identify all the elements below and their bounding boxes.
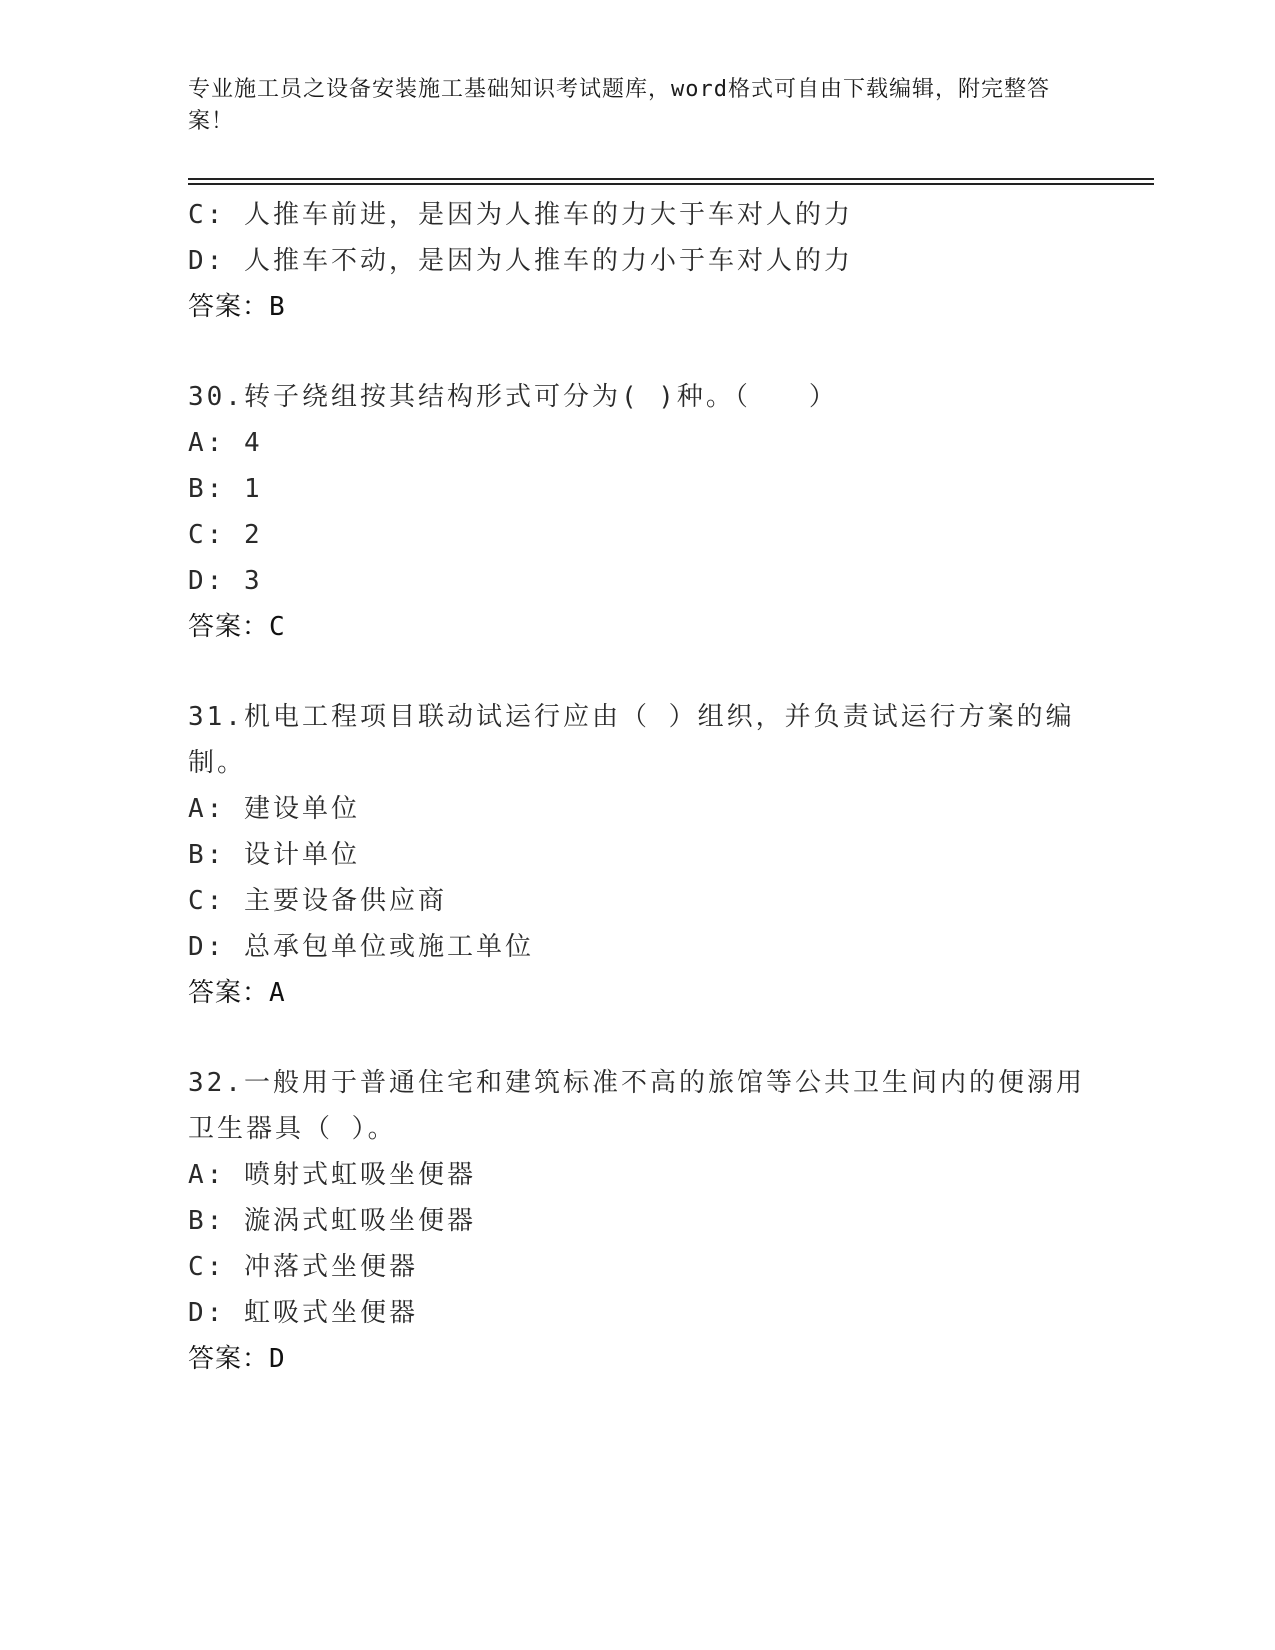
question-30 (188, 374, 1088, 650)
option-a: A: 喷射式虹吸坐便器 (188, 1160, 476, 1190)
carryover-block (188, 192, 1088, 330)
header-divider-bottom (188, 183, 1154, 185)
question-stem-line-1: 32.一般用于普通住宅和建筑标准不高的旅馆等公共卫生间内的便溺用 (188, 1068, 1085, 1098)
question-32 (188, 1060, 1088, 1382)
answer-value: D (269, 1344, 286, 1374)
answer-label: 答案： (188, 978, 270, 1008)
option-b: B: 漩涡式虹吸坐便器 (188, 1206, 476, 1236)
option-c: C: 主要设备供应商 (188, 886, 447, 916)
question-stem-line-1: 31.机电工程项目联动试运行应由（ ）组织，并负责试运行方案的编 (188, 702, 1075, 732)
answer-value: C (269, 612, 286, 642)
option-d: D: 虹吸式坐便器 (188, 1298, 418, 1328)
option-c: C: 人推车前进，是因为人推车的力大于车对人的力 (188, 200, 853, 230)
answer-line (188, 970, 1088, 1016)
option-c: C: 冲落式坐便器 (188, 1252, 418, 1282)
option-c: C: 2 (188, 520, 263, 550)
question-stem: 30.转子绕组按其结构形式可分为( )种。（ ） (188, 382, 838, 412)
option-a: A: 4 (188, 428, 263, 458)
header-divider-top (188, 178, 1154, 180)
answer-value: B (269, 292, 286, 322)
option-b: B: 设计单位 (188, 840, 360, 870)
option-d: D: 总承包单位或施工单位 (188, 932, 534, 962)
answer-line (188, 1336, 1088, 1382)
answer-label: 答案： (188, 612, 270, 642)
answer-line (188, 604, 1088, 650)
question-content (188, 192, 1088, 1382)
question-stem-line-2: 制。 (188, 748, 247, 778)
option-b: B: 1 (188, 474, 263, 504)
question-31 (188, 694, 1088, 1016)
answer-label: 答案： (188, 292, 270, 322)
option-d: D: 3 (188, 566, 263, 596)
option-d: D: 人推车不动，是因为人推车的力小于车对人的力 (188, 246, 853, 276)
answer-label: 答案： (188, 1344, 270, 1374)
question-stem-line-2: 卫生器具（ ）。 (188, 1114, 397, 1144)
option-a: A: 建设单位 (188, 794, 360, 824)
answer-line (188, 284, 1088, 330)
page-header: 专业施工员之设备安装施工基础知识考试题库，word格式可自由下载编辑，附完整答案！ (188, 77, 1050, 134)
answer-value: A (269, 978, 286, 1008)
